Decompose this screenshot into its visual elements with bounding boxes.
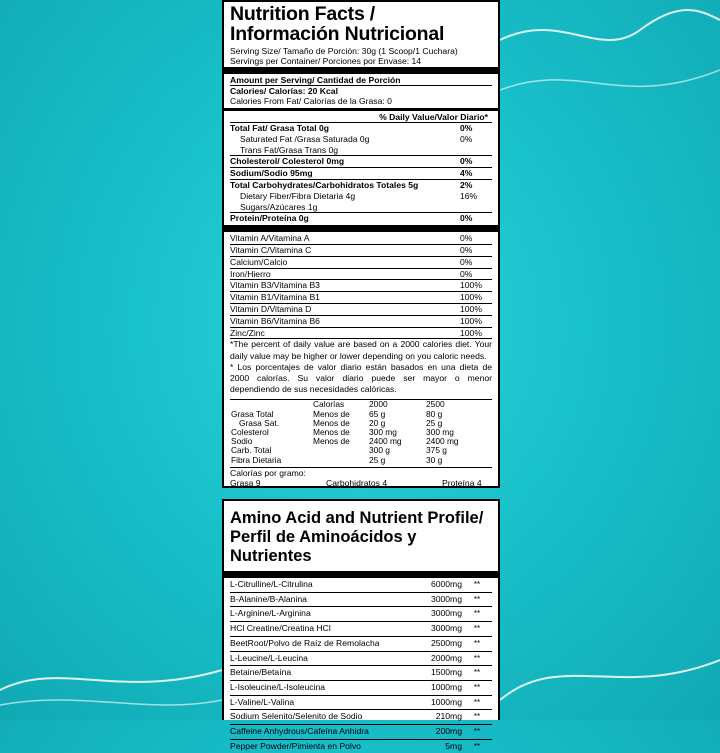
divider-medium: [224, 108, 498, 111]
dv-cell: 375 g: [426, 445, 447, 456]
amino-amount: 2000mg: [430, 652, 462, 663]
amino-name: Caffeine Anhydrous/Cafeína Anhidra: [230, 726, 369, 737]
dv-cell: Menos de: [313, 426, 350, 437]
nutrient-row: [230, 167, 492, 179]
dv-cell: Menos de: [313, 436, 350, 447]
nutrient-label: Total Carbohydrates/Carbohidratos Totales 5g: [230, 179, 419, 190]
nutrient-label: Protein/Proteína 0g: [230, 213, 309, 224]
amino-dv: **: [473, 624, 481, 634]
amino-amount: 5mg: [445, 740, 462, 751]
amino-amount: 1000mg: [430, 696, 462, 707]
nutrient-value: 16%: [460, 190, 478, 201]
vitamin-row: [230, 303, 492, 315]
amino-name: L-Valine/L-Valina: [230, 696, 295, 707]
amino-dv: **: [473, 741, 481, 751]
amino-dv: **: [473, 653, 481, 663]
divider-thick: [224, 571, 498, 578]
vitamin-row: [230, 244, 492, 256]
vitamin-label: Vitamin B6/Vitamina B6: [230, 315, 320, 326]
amino-amount: 3000mg: [430, 623, 462, 634]
dv-cell: 300 mg: [369, 426, 397, 437]
amino-amount: 210mg: [435, 711, 462, 722]
divider-thick: [224, 67, 498, 74]
nutrient-value: 4%: [460, 168, 473, 179]
nutrient-label: Saturated Fat /Grasa Saturada 0g: [240, 133, 370, 144]
calories-per-gram-values: [230, 479, 492, 488]
amino-amount: 2500mg: [430, 637, 462, 648]
amino-row: [230, 739, 492, 753]
nutrient-value: 0%: [460, 133, 473, 144]
vitamin-row: [230, 233, 492, 244]
vitamin-value: 100%: [460, 292, 482, 303]
nutrient-row: [230, 134, 492, 145]
amino-name: L-Leucine/L-Leucina: [230, 652, 308, 663]
amino-dv: **: [473, 580, 481, 589]
vitamin-label: Vitamin B3/Vitamina B3: [230, 280, 320, 291]
dv-cell: Colesterol: [231, 426, 269, 437]
amino-name: Betaine/Betaína: [230, 667, 292, 678]
serving-size: Serving Size/ Tamaño de Porción: 30g (1 Scoop/1 Cuchara): [230, 46, 458, 56]
dv-cell: 25 g: [369, 454, 386, 465]
dv-cell: Menos de: [313, 408, 350, 419]
amino-dv: **: [473, 682, 481, 692]
amino-title-line2: Perfil de Aminoácidos y Nutrientes: [230, 528, 417, 565]
vitamin-row: [230, 256, 492, 268]
nutrient-value: 0%: [460, 213, 473, 224]
amino-name: Sodium Selenito/Selenito de Sodio: [230, 711, 363, 722]
dv-cell: Menos de: [313, 417, 350, 428]
amino-row: [230, 665, 492, 680]
dv-cell: Sodio: [231, 436, 253, 447]
servings-per-container: Servings per Container/ Porciones por Envase: 14: [230, 56, 422, 66]
amino-name: L-Arginine/L-Arginina: [230, 608, 311, 619]
nutrient-row: [230, 123, 492, 134]
vitamin-value: 100%: [460, 315, 482, 326]
nutrient-value: 0%: [460, 123, 473, 133]
dv-cell: 2400 mg: [369, 436, 402, 447]
nutrient-value: [460, 145, 492, 156]
vitamin-label: Vitamin D/Vitamina D: [230, 303, 312, 314]
amino-name: HCl Creatine/Creatina HCl: [230, 623, 331, 634]
amino-row: [230, 695, 492, 710]
vitamin-row: [230, 279, 492, 291]
vitamin-value: 0%: [460, 244, 473, 255]
nutrient-row: [230, 179, 492, 191]
amino-acid-profile-panel: [222, 499, 500, 751]
dv-cell: 2000: [369, 399, 388, 410]
amino-row: [230, 592, 492, 607]
nutrient-value: [460, 202, 492, 213]
amino-amount: 3000mg: [430, 608, 462, 619]
amino-amount: 200mg: [435, 726, 462, 737]
dv-table-row: [231, 456, 459, 465]
vitamin-label: Calcium/Calcio: [230, 256, 288, 267]
cpg-protein: Proteína 4: [442, 477, 482, 488]
dv-cell: 300 mg: [426, 426, 454, 437]
amino-amount: 1500mg: [430, 667, 462, 678]
nutrient-value: 0%: [460, 156, 473, 167]
dv-cell: 2400 mg: [426, 436, 459, 447]
divider-thick: [224, 225, 498, 232]
amino-dv: **: [473, 594, 481, 604]
amino-dv: **: [473, 727, 481, 737]
nutrient-label: Total Fat/ Grasa Total 0g: [230, 123, 330, 133]
vitamin-label: Vitamin B1/Vitamina B1: [230, 292, 320, 303]
amino-dv: **: [473, 697, 481, 707]
amino-row: [230, 636, 492, 651]
calories: Calories/ Calorías: 20 Kcal: [230, 86, 338, 96]
nutrient-label: Cholesterol/ Colesterol 0mg: [230, 156, 345, 167]
dv-cell: Calorías: [313, 399, 345, 410]
dv-cell: 80 g: [426, 408, 443, 419]
amino-title-line1: Amino Acid and Nutrient Profile/: [230, 509, 484, 527]
footnote-spanish: * Los porcentajes de valor diario están basados en una dieta de 2000 calorías. Su valor diario puede ser mayor o menor dependiendo de sus necesidades calóricas.: [230, 361, 492, 395]
dv-header: % Daily Value/Valor Diario*: [379, 112, 488, 122]
amino-dv: **: [473, 668, 481, 678]
nutrient-label: Trans Fat/Grasa Trans 0g: [240, 144, 339, 155]
amino-dv: **: [473, 609, 481, 619]
vitamin-row: [230, 268, 492, 280]
vitamin-label: Iron/Hierro: [230, 268, 271, 279]
amino-row: [230, 578, 492, 592]
vitamin-row: [230, 291, 492, 303]
vitamin-label: Vitamin C/Vitamina C: [230, 244, 312, 255]
calories-from-fat: Calories From Fat/ Calorías de la Grasa: 0: [230, 96, 392, 106]
daily-value-reference-table: [231, 400, 459, 464]
dv-cell: [313, 446, 369, 455]
amino-dv: **: [473, 638, 481, 648]
nutrition-title-line1: Nutrition Facts /: [230, 3, 376, 25]
dv-cell: 300 g: [369, 445, 390, 456]
nutrient-row: [230, 202, 492, 213]
cpg-fat: Grasa 9: [230, 477, 261, 488]
dv-cell: 25 g: [426, 417, 443, 428]
vitamin-value: 100%: [460, 303, 482, 314]
amino-row: [230, 621, 492, 636]
calories-per-gram: Calorías por gramo:: [230, 467, 306, 478]
amino-name: BeetRoot/Polvo de Raíz de Remolacha: [230, 637, 380, 648]
nutrition-title-line2: Información Nutricional: [230, 23, 445, 45]
dv-cell: Fibra Dietaria: [231, 454, 282, 465]
footnote-english: *The percent of daily value are based on a 2000 calories diet. Your daily value may be higher or lower depending on you caloric needs.: [230, 339, 492, 361]
cpg-carb: Carbohidratos 4: [326, 477, 388, 488]
amino-row: [230, 651, 492, 666]
nutrition-facts-panel: [222, 0, 500, 488]
amino-row: [230, 724, 492, 739]
nutrient-row: [230, 145, 492, 156]
nutrient-label: Sodium/Sodio 95mg: [230, 168, 313, 179]
amino-row: [230, 709, 492, 724]
amino-amount: 6000mg: [430, 579, 462, 589]
vitamin-value: 0%: [460, 268, 473, 279]
amino-list: [230, 578, 492, 753]
nutrient-row: [230, 191, 492, 202]
amino-name: L-Isoleucine/L-Isoleucina: [230, 681, 326, 692]
dv-cell: [313, 456, 369, 465]
amino-row: [230, 606, 492, 621]
amino-row: [230, 680, 492, 695]
vitamin-row: [230, 315, 492, 327]
vitamin-list: [230, 233, 492, 338]
nutrient-row: [230, 155, 492, 167]
vitamin-value: 0%: [460, 256, 473, 267]
dv-cell: 2500: [426, 399, 445, 410]
dv-cell: Carb. Total: [231, 445, 272, 456]
amount-per-serving: Amount per Serving/ Cantidad de Porción: [230, 75, 401, 85]
nutrient-label: Dietary Fiber/Fibra Dietaria 4g: [240, 190, 356, 201]
amino-name: Pepper Powder/Pimienta en Polvo: [230, 740, 361, 751]
amino-amount: 1000mg: [430, 681, 462, 692]
amino-amount: 3000mg: [430, 593, 462, 604]
vitamin-value: 100%: [460, 327, 482, 338]
nutrient-value: 2%: [460, 179, 473, 190]
dv-cell: Grasa Total: [231, 408, 274, 419]
vitamin-label: Vitamin A/Vitamina A: [230, 233, 310, 244]
amino-dv: **: [473, 712, 481, 722]
dv-cell: Grasa Sat.: [239, 417, 280, 428]
nutrient-row: [230, 212, 492, 224]
dv-cell: 65 g: [369, 408, 386, 419]
amino-name: B-Alanine/B-Alanina: [230, 593, 307, 604]
dv-cell: 30 g: [426, 454, 443, 465]
vitamin-row: [230, 327, 492, 339]
dv-cell: 20 g: [369, 417, 386, 428]
vitamin-label: Zinc/Zinc: [230, 327, 265, 338]
vitamin-value: 100%: [460, 280, 482, 291]
nutrient-label: Sugars/Azúcares 1g: [240, 201, 318, 212]
amino-name: L-Citrulline/L-Citrulina: [230, 579, 313, 589]
vitamin-value: 0%: [460, 233, 473, 244]
